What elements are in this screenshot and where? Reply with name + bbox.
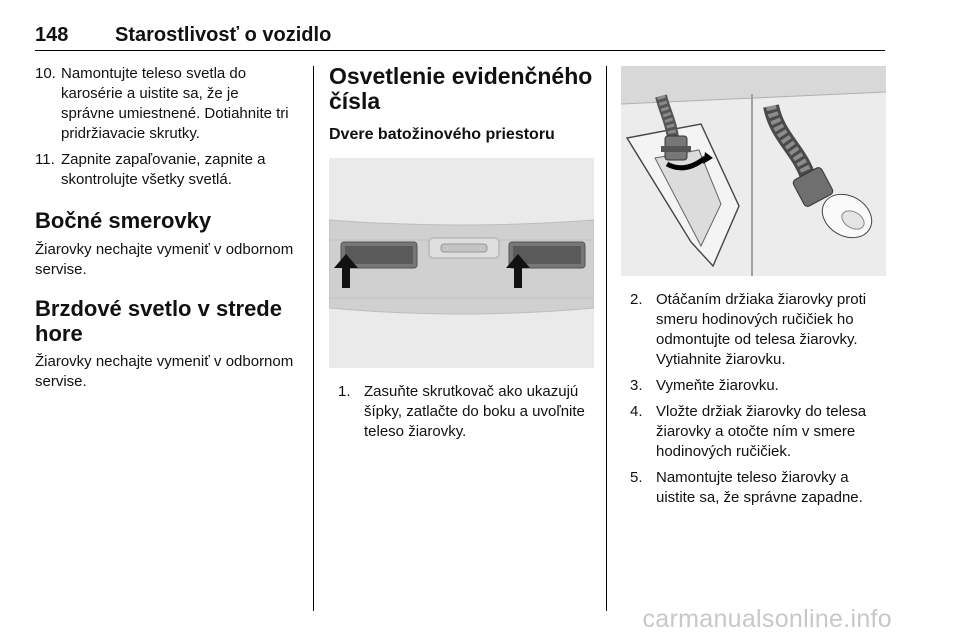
list-item [338, 382, 594, 442]
step-number: 2. [630, 291, 643, 308]
step-text: Namontujte teleso svetla do karosérie a uistite sa, že je správne umiestnené. Dotiahnite tri pridržiavacie skrutky. [61, 65, 289, 142]
step-text: Zapnite zapaľovanie, zapnite a skontrolujte všetky svetlá. [61, 151, 266, 188]
page-header [35, 22, 885, 51]
step-text: Otáčaním držiaka žiarovky proti smeru hodinových ručičiek ho odmontujte od telesa žiarovky. Vytiahnite žiarovku. [656, 291, 867, 368]
step-number: 3. [630, 377, 643, 394]
list-item [630, 468, 886, 508]
column-divider [313, 66, 314, 611]
column-right [621, 66, 886, 514]
step-text: Vymeňte žiarovku. [656, 377, 779, 394]
list-item [630, 402, 886, 462]
column-middle [329, 64, 594, 448]
step-text: Zasuňte skrutkovač ako ukazujú šípky, zatlačte do boku a uvoľnite teleso žiarovky. [364, 383, 585, 440]
column-divider [606, 66, 607, 611]
section-heading: Osvetlenie evidenčného čísla [329, 63, 593, 114]
watermark: carmanualsonline.info [642, 605, 892, 633]
step-number: 4. [630, 403, 643, 420]
list-item [35, 64, 295, 144]
section-text: Žiarovky nechajte vymeniť v odbornom servise. [35, 241, 294, 278]
page-number: 148 [35, 24, 69, 46]
step-number: 5. [630, 469, 643, 486]
illustration-trunk-lid [329, 158, 594, 368]
trunk-lid-drawing [329, 158, 594, 368]
step-number: 10. [35, 65, 56, 82]
illustration-bulb-holder [621, 66, 886, 276]
section-heading: Brzdové svetlo v strede hore [35, 296, 282, 346]
page-title: Starostlivosť o vozidlo [115, 24, 332, 46]
step-number: 11. [35, 151, 55, 168]
section-heading: Bočné smerovky [35, 208, 212, 233]
column-left [35, 64, 295, 392]
step-text: Namontujte teleso žiarovky a uistite sa, že správne zapadne. [656, 469, 863, 506]
bulb-holder-drawing [621, 66, 886, 276]
list-item [35, 150, 295, 190]
subsection-heading: Dvere batožinového priestoru [329, 126, 555, 143]
step-text: Vložte držiak žiarovky do telesa žiarovky a otočte ním v smere hodinových ručičiek. [656, 403, 867, 460]
section-text: Žiarovky nechajte vymeniť v odbornom servise. [35, 353, 294, 390]
step-number: 1. [338, 383, 351, 400]
list-item [630, 290, 886, 370]
list-item [630, 376, 886, 396]
